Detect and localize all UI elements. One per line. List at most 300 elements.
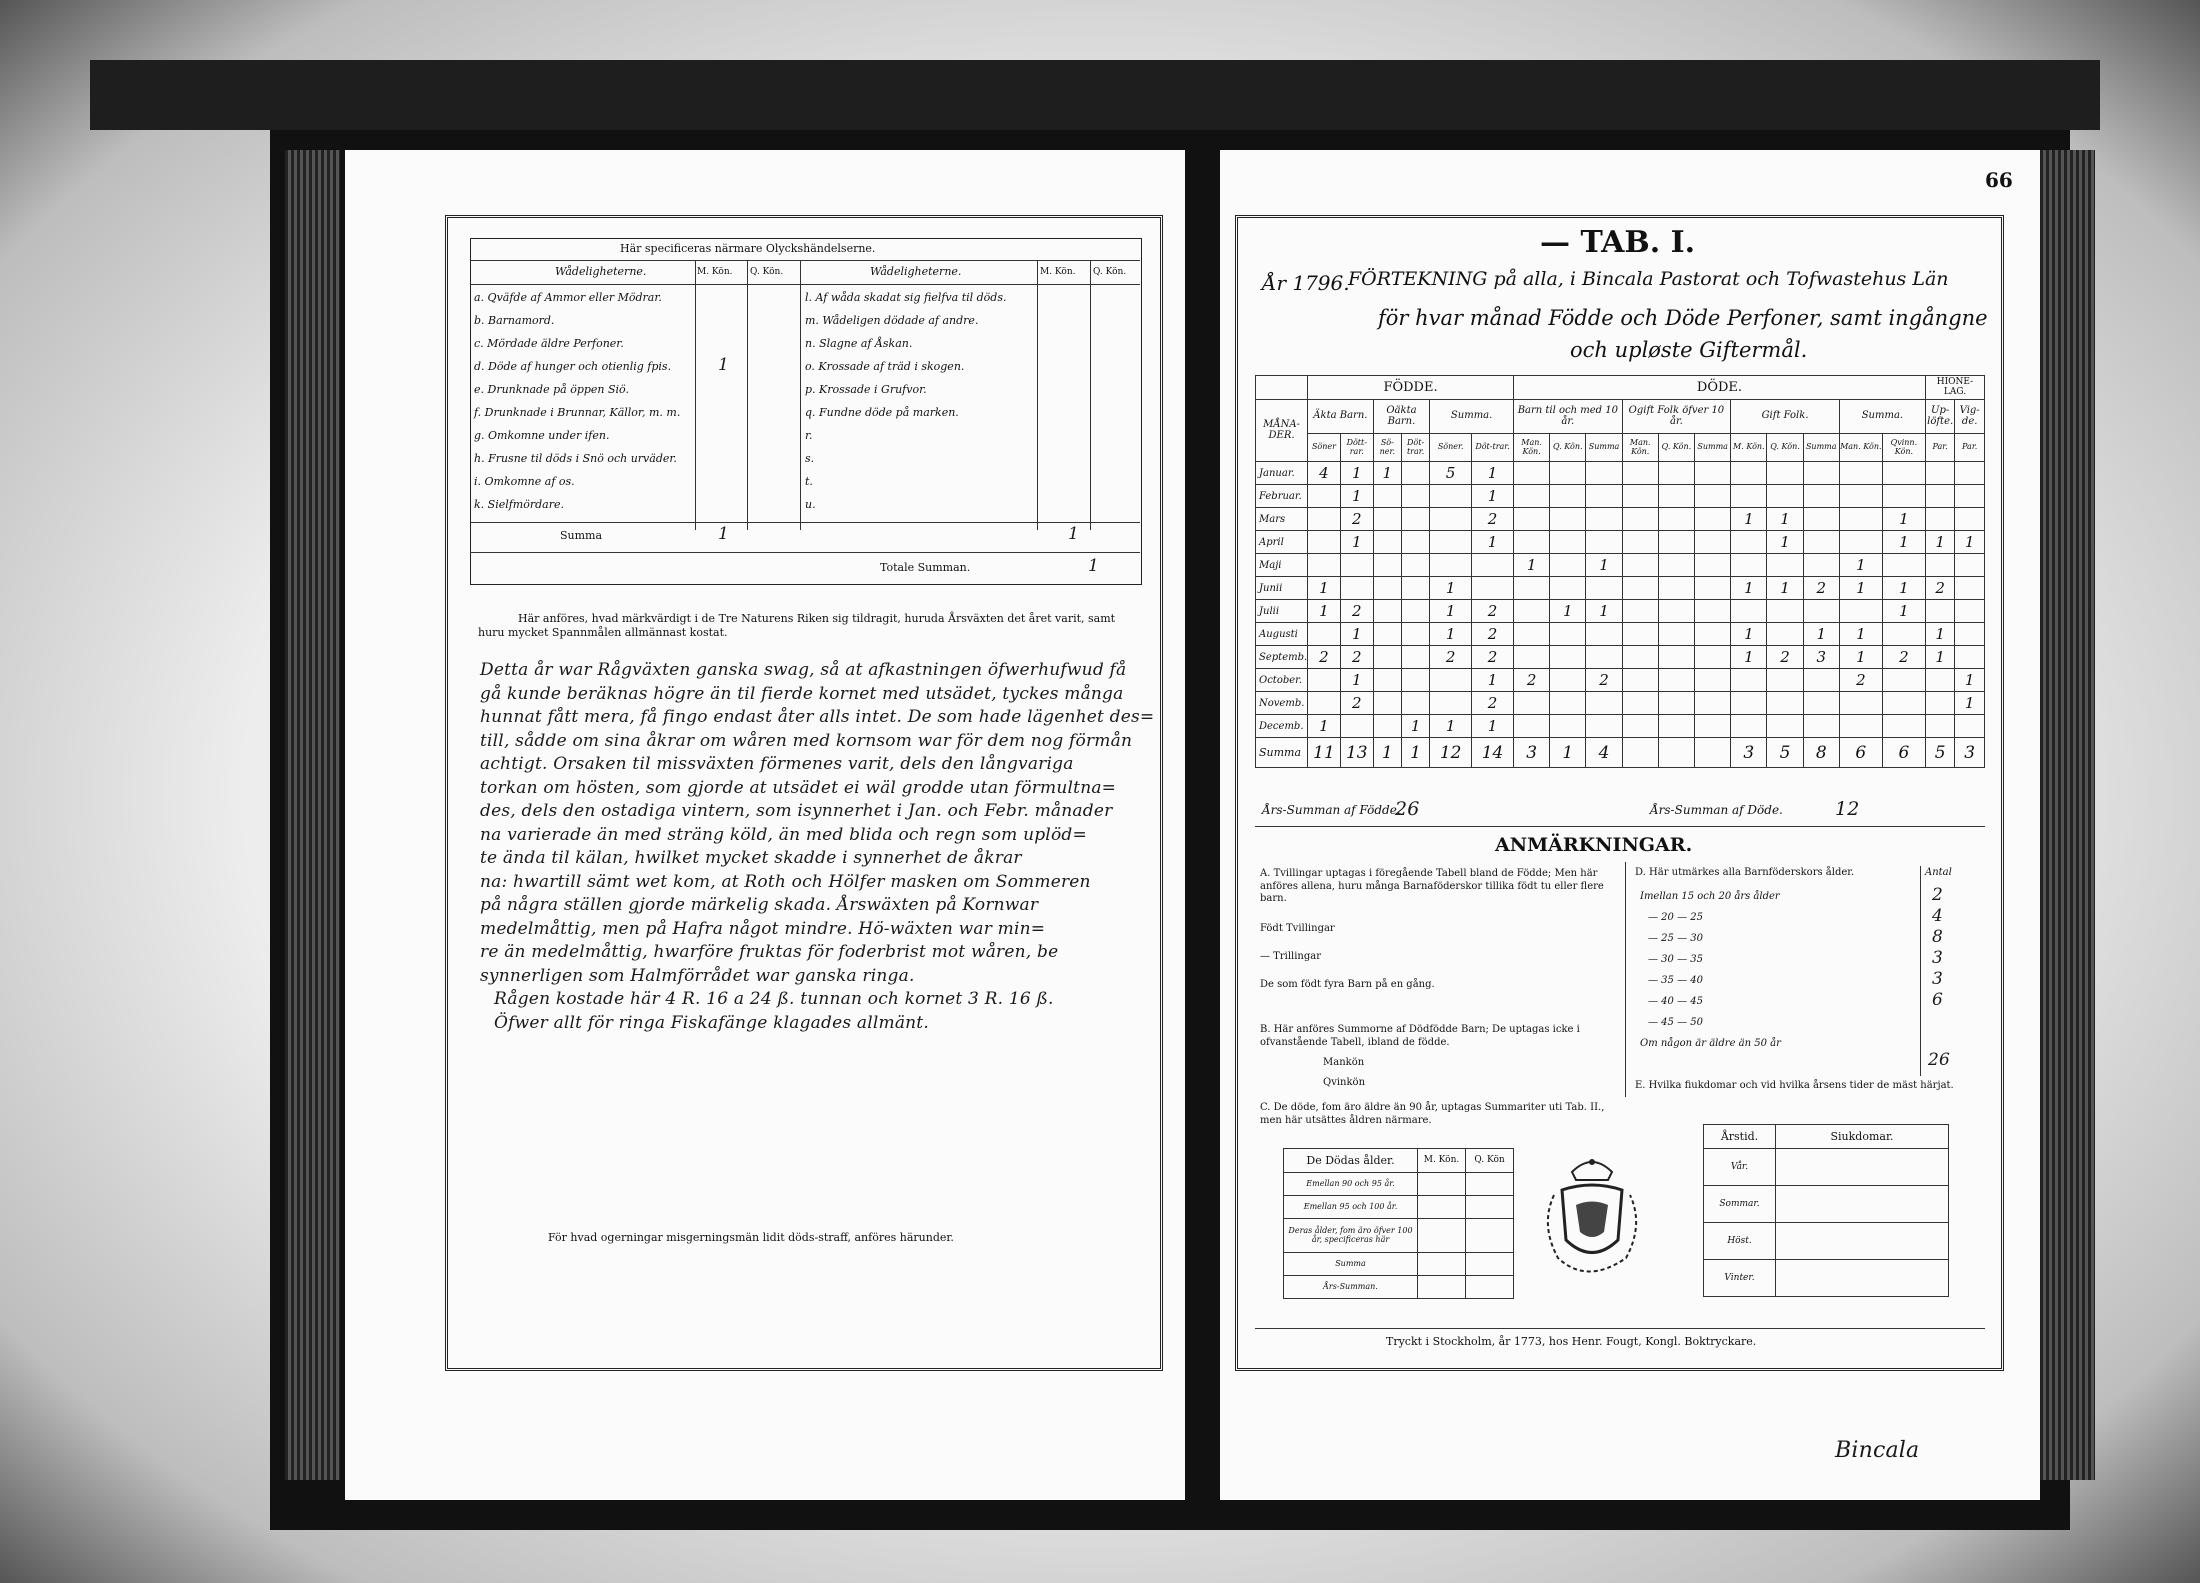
table-cell (1803, 554, 1839, 577)
age-q-head: Q. Kön (1466, 1149, 1514, 1173)
sub-header: Q. Kön. (1550, 434, 1586, 462)
table-cell (1695, 692, 1731, 715)
mother-age-count: 2 (1932, 885, 1944, 905)
summa-cell (1658, 738, 1694, 768)
month-label: Januar. (1256, 462, 1308, 485)
table-cell (1586, 485, 1622, 508)
table-cell (1514, 646, 1550, 669)
table-cell: 1 (1340, 531, 1373, 554)
table-cell (1401, 554, 1429, 577)
accidents-title: Här specificeras närmare Olyckshändelserne. (620, 242, 876, 255)
table-cell: 1 (1514, 554, 1550, 577)
age-q-cell (1466, 1196, 1514, 1219)
table-cell: 1 (1839, 623, 1882, 646)
table-cell (1401, 669, 1429, 692)
table-cell (1695, 531, 1731, 554)
note-d: D. Här utmärkes alla Barnföderskors ålder. (1635, 867, 1855, 878)
col-head-a: Wådeligheterne. (555, 265, 647, 278)
table-row (1256, 692, 1985, 715)
table-cell: 2 (1839, 669, 1882, 692)
table-cell (1925, 508, 1954, 531)
age-label: Års-Summan. (1284, 1276, 1418, 1299)
season-head: Årstid. (1704, 1125, 1776, 1149)
table-cell: 2 (1340, 600, 1373, 623)
table-cell (1839, 462, 1882, 485)
table-cell: 1 (1340, 462, 1373, 485)
royal-crest-icon (1532, 1150, 1652, 1290)
table-cell (1803, 715, 1839, 738)
table-cell (1514, 692, 1550, 715)
note-a: A. Tvillingar uptagas i föregående Tabell bland de Födde; Men här anföres allena, huru många Barnaföderskor tillika födt tu eller flere barn. (1260, 868, 1604, 904)
age-label: Summa (1284, 1253, 1418, 1276)
table-cell (1622, 646, 1658, 669)
rule (470, 552, 1140, 553)
table-cell (1430, 485, 1472, 508)
table-cell (1586, 646, 1622, 669)
sub-header: Döt-trar. (1401, 434, 1429, 462)
summa-cell: 3 (1514, 738, 1550, 768)
table-cell (1731, 715, 1767, 738)
col-q-b: Q. Kön. (1093, 267, 1127, 277)
table-cell (1695, 600, 1731, 623)
table-cell (1925, 600, 1954, 623)
table-cell: 1 (1430, 600, 1472, 623)
age-rows (1284, 1173, 1514, 1299)
mother-age-label: — 40 — 45 (1648, 996, 1703, 1007)
table-cell (1622, 715, 1658, 738)
h-manader: MÅNA-DER. (1256, 400, 1308, 462)
table-cell (1622, 600, 1658, 623)
note-a-triplets: — Trillingar (1260, 951, 1322, 962)
table-cell (1373, 577, 1401, 600)
table-cell (1401, 462, 1429, 485)
table-cell (1658, 508, 1694, 531)
accident-label: i. Omkomne af os. (474, 475, 575, 488)
table-cell (1430, 531, 1472, 554)
table-cell: 2 (1340, 692, 1373, 715)
handwritten-line: re än medelmåttig, hwarföre fruktas för foderbrist mot wåren, be (480, 942, 1059, 962)
table-cell (1882, 485, 1925, 508)
table-cell (1882, 715, 1925, 738)
table-cell (1373, 715, 1401, 738)
sub-header: Döt-trar. (1472, 434, 1514, 462)
table-cell (1340, 577, 1373, 600)
table-cell (1882, 462, 1925, 485)
table-cell: 1 (1955, 669, 1985, 692)
table-cell (1308, 623, 1341, 646)
table-cell: 2 (1925, 577, 1954, 600)
table-cell (1731, 485, 1767, 508)
sub-header: Summa (1586, 434, 1622, 462)
table-cell: 1 (1731, 508, 1767, 531)
table-cell: 2 (1472, 623, 1514, 646)
table-cell (1839, 692, 1882, 715)
table-cell (1925, 462, 1954, 485)
handwritten-line: hunnat fått mera, få fingo endast åter alls intet. De som hade lägenhet des= (480, 707, 1155, 727)
title-line-1: FÖRTEKNING på alla, i Bincala Pastorat och Tofwastehus Län (1348, 268, 1949, 290)
note-c: C. De döde, fom äro äldre än 90 år, uptagas Summariter uti Tab. II., men här utsättes åldren närmare. (1260, 1102, 1605, 1126)
disease-cell (1776, 1149, 1949, 1186)
table-cell: 3 (1803, 646, 1839, 669)
table-cell (1658, 554, 1694, 577)
table-cell: 2 (1882, 646, 1925, 669)
table-cell (1839, 531, 1882, 554)
table-cell (1430, 554, 1472, 577)
table-cell: 2 (1430, 646, 1472, 669)
table-cell (1550, 692, 1586, 715)
table-cell (1731, 462, 1767, 485)
table-cell: 1 (1882, 508, 1925, 531)
col-head-b: Wådeligheterne. (870, 265, 962, 278)
mother-age-count: 8 (1932, 927, 1944, 947)
table-cell (1514, 531, 1550, 554)
table-cell (1803, 669, 1839, 692)
table-cell (1472, 577, 1514, 600)
handwritten-line: på några ställen gjorde märkelig skada. Årswäxten på Kornwar (480, 895, 1039, 915)
sub-header: Q. Kön. (1767, 434, 1803, 462)
table-cell (1622, 531, 1658, 554)
table-cell (1803, 531, 1839, 554)
table-cell (1550, 646, 1586, 669)
table-cell (1731, 692, 1767, 715)
handwritten-line: na varierade än med sträng köld, än med blida och regn som uplöd= (480, 824, 1087, 845)
table-cell (1622, 577, 1658, 600)
age-head: De Dödas ålder. (1284, 1149, 1418, 1173)
age-m-cell (1418, 1196, 1466, 1219)
table-cell (1695, 485, 1731, 508)
table-cell (1514, 577, 1550, 600)
ars-fodde-value: 26 (1395, 798, 1420, 820)
table-cell (1658, 462, 1694, 485)
table-cell (1308, 692, 1341, 715)
season-rows (1704, 1149, 1949, 1297)
table-cell (1955, 485, 1985, 508)
table-cell (1401, 692, 1429, 715)
season-label: Höst. (1704, 1223, 1776, 1260)
table-cell (1586, 715, 1622, 738)
col-divider (1037, 260, 1038, 530)
table-cell: 1 (1839, 577, 1882, 600)
mother-age-count: 3 (1932, 969, 1944, 989)
age-row (1284, 1253, 1514, 1276)
table-cell (1550, 554, 1586, 577)
sub-header: Söner. (1430, 434, 1472, 462)
table-cell (1308, 554, 1341, 577)
table-cell (1767, 692, 1803, 715)
table-cell (1373, 692, 1401, 715)
table-cell (1622, 462, 1658, 485)
table-cell: 1 (1803, 623, 1839, 646)
table-cell (1658, 485, 1694, 508)
table-cell (1373, 646, 1401, 669)
table-cell (1514, 600, 1550, 623)
table-cell (1550, 577, 1586, 600)
table-cell (1586, 462, 1622, 485)
accident-label: o. Krossade af träd i skogen. (805, 360, 965, 373)
table-cell (1373, 669, 1401, 692)
accident-label: f. Drunknade i Brunnar, Källor, m. m. (474, 406, 681, 419)
mother-age-label: Om någon är äldre än 50 år (1640, 1038, 1781, 1049)
sub-header: Par. (1925, 434, 1954, 462)
summa-cell: 11 (1308, 738, 1341, 768)
table-cell (1308, 485, 1341, 508)
table-cell (1839, 715, 1882, 738)
table-cell: 2 (1472, 508, 1514, 531)
summa-cell: 12 (1430, 738, 1472, 768)
handwritten-line: medelmåttig, men på Hafra något mindre. Hö-wäxten war min= (480, 918, 1046, 939)
mother-age-label: — 45 — 50 (1648, 1017, 1703, 1028)
col-divider (1090, 260, 1091, 530)
table-cell (1925, 692, 1954, 715)
signature: Bincala (1835, 1438, 1920, 1463)
group-fodde: FÖDDE. (1308, 376, 1514, 400)
ars-dode-label: Års-Summan af Döde. (1650, 803, 1783, 817)
table-cell (1308, 669, 1341, 692)
nature-heading: Här anföres, hvad märkvärdigt i de Tre Naturens Riken sig tildragit, huruda Årsväxten det året varit, samt huru mycket Spannmålen allmännast kostat. (478, 612, 1116, 640)
table-cell (1622, 623, 1658, 646)
table-cell (1586, 623, 1622, 646)
age-row (1284, 1219, 1514, 1253)
summa-b-m: 1 (1068, 524, 1080, 544)
table-cell: 4 (1308, 462, 1341, 485)
table-cell (1882, 669, 1925, 692)
table-cell: 2 (1803, 577, 1839, 600)
table-cell: 5 (1430, 462, 1472, 485)
antal-divider (1920, 866, 1921, 1076)
table-row (1256, 485, 1985, 508)
table-cell (1839, 485, 1882, 508)
table-row (1256, 646, 1985, 669)
table-cell: 2 (1472, 646, 1514, 669)
handwritten-line: synnerligen som Halmförrådet war ganska ringa. (480, 965, 915, 986)
sub-header: Qvinn. Kön. (1882, 434, 1925, 462)
table-cell (1586, 577, 1622, 600)
age-q-cell (1466, 1173, 1514, 1196)
sub-header: Man. Kön. (1514, 434, 1550, 462)
page-edges-right (2040, 150, 2095, 1480)
title-line-3: och upløste Giftermål. (1570, 338, 1808, 362)
mother-age-label: — 25 — 30 (1648, 933, 1703, 944)
table-cell (1401, 646, 1429, 669)
age-row (1284, 1276, 1514, 1299)
table-cell (1767, 554, 1803, 577)
sub-header-row (1256, 434, 1985, 462)
age-m-cell (1418, 1253, 1466, 1276)
sub-header: Q. Kön. (1658, 434, 1694, 462)
note-d-antal: Antal (1925, 867, 1952, 878)
handwritten-line: Rågen kostade här 4 R. 16 a 24 ß. tunnan och kornet 3 R. 16 ß. (494, 989, 1054, 1009)
table-row (1256, 554, 1985, 577)
table-cell: 2 (1472, 600, 1514, 623)
table-row (1256, 531, 1985, 554)
table-cell: 1 (1767, 531, 1803, 554)
mother-age-count: 4 (1932, 906, 1944, 926)
table-cell (1622, 669, 1658, 692)
ars-dode-value: 12 (1835, 798, 1860, 820)
table-cell: 1 (1925, 531, 1954, 554)
year-prefix: År 1796. (1262, 271, 1350, 295)
table-cell: 1 (1430, 577, 1472, 600)
accident-m: 1 (718, 355, 730, 375)
mother-age-count: 3 (1932, 948, 1944, 968)
month-label: Februar. (1256, 485, 1308, 508)
table-cell (1430, 669, 1472, 692)
accident-label: e. Drunknade på öppen Siö. (474, 383, 629, 396)
table-cell (1586, 692, 1622, 715)
note-b-male: Mankön (1323, 1057, 1365, 1068)
accident-label: b. Barnamord. (474, 314, 555, 327)
table-cell: 1 (1586, 554, 1622, 577)
table-cell: 1 (1882, 577, 1925, 600)
h-summa1: Summa. (1430, 400, 1514, 434)
table-cell: 1 (1955, 531, 1985, 554)
season-row (1704, 1223, 1949, 1260)
table-cell (1401, 508, 1429, 531)
month-label: October. (1256, 669, 1308, 692)
handwritten-line: gå kunde beräknas högre än til fierde kornet med utsädet, tyckes många (480, 683, 1124, 704)
rule (470, 260, 1140, 261)
table-cell (1955, 715, 1985, 738)
summa-label: Summa (1256, 738, 1308, 768)
table-cell: 1 (1472, 715, 1514, 738)
month-label: April (1256, 531, 1308, 554)
table-cell (1658, 669, 1694, 692)
sub-header: Summa (1803, 434, 1839, 462)
summa-cell: 13 (1340, 738, 1373, 768)
month-label: Decemb. (1256, 715, 1308, 738)
table-cell (1373, 531, 1401, 554)
note-b-female: Qvinkön (1323, 1077, 1366, 1088)
age-q-cell (1466, 1219, 1514, 1253)
h-upl: Up-löfte. (1925, 400, 1954, 434)
h-vig: Vig-de. (1955, 400, 1985, 434)
table-cell (1373, 508, 1401, 531)
table-cell (1955, 554, 1985, 577)
table-cell (1731, 554, 1767, 577)
ars-fodde-label: Års-Summan af Födde. (1262, 803, 1401, 817)
sub-header: Söner (1308, 434, 1341, 462)
table-cell: 1 (1731, 577, 1767, 600)
title-line-2: för hvar månad Födde och Döde Perfoner, samt ingångne (1378, 306, 1988, 330)
h-summa2: Summa. (1839, 400, 1925, 434)
handwritten-line: na: hwartill sämt wet kom, at Roth och Hölfer masken om Sommeren (480, 871, 1091, 892)
table-cell (1767, 462, 1803, 485)
summa-cell (1622, 738, 1658, 768)
accident-label: s. (805, 452, 815, 465)
table-cell (1430, 692, 1472, 715)
age-table (1283, 1148, 1514, 1299)
table-cell (1340, 715, 1373, 738)
table-cell: 1 (1340, 485, 1373, 508)
table-cell (1550, 531, 1586, 554)
mother-age-label: Imellan 15 och 20 års ålder (1640, 891, 1780, 902)
table-cell (1340, 554, 1373, 577)
table-cell (1925, 669, 1954, 692)
table-cell: 2 (1340, 508, 1373, 531)
group-dode: DÖDE. (1514, 376, 1926, 400)
accident-label: k. Sielfmördare. (474, 498, 564, 511)
disease-cell (1776, 1223, 1949, 1260)
sub-header: Dött-rar. (1340, 434, 1373, 462)
summa-row (1256, 738, 1985, 768)
table-cell: 2 (1308, 646, 1341, 669)
table-cell (1731, 531, 1767, 554)
table-row (1256, 715, 1985, 738)
accident-label: u. (805, 498, 816, 511)
corner-cell (1256, 376, 1308, 400)
summa-cell: 6 (1882, 738, 1925, 768)
table-cell (1955, 508, 1985, 531)
summa-cell: 3 (1955, 738, 1985, 768)
table-cell (1308, 531, 1341, 554)
table-cell (1472, 554, 1514, 577)
table-cell (1586, 531, 1622, 554)
col-q-a: Q. Kön. (750, 267, 784, 277)
table-cell: 1 (1340, 669, 1373, 692)
table-cell: 1 (1373, 462, 1401, 485)
table-cell (1658, 600, 1694, 623)
table-cell (1695, 554, 1731, 577)
table-cell (1373, 600, 1401, 623)
table-cell (1695, 715, 1731, 738)
table-cell (1695, 646, 1731, 669)
table-cell: 1 (1430, 623, 1472, 646)
table-cell (1767, 600, 1803, 623)
summa-cell: 3 (1731, 738, 1767, 768)
accident-label: l. Af wåda skadat sig fielfva til döds. (805, 291, 1007, 304)
page-edges-left (285, 150, 340, 1480)
table-cell (1550, 462, 1586, 485)
table-cell (1622, 485, 1658, 508)
age-label: Emellan 95 och 100 år. (1284, 1196, 1418, 1219)
accident-label: p. Krossade i Grufvor. (805, 383, 927, 396)
accident-label: a. Qväfde af Ammor eller Mödrar. (474, 291, 662, 304)
table-row (1256, 623, 1985, 646)
table-cell: 1 (1586, 600, 1622, 623)
table-cell (1514, 485, 1550, 508)
mother-age-label: — 35 — 40 (1648, 975, 1703, 986)
table-cell (1622, 692, 1658, 715)
month-label: Mars (1256, 508, 1308, 531)
accident-label: c. Mördade äldre Perfoner. (474, 337, 624, 350)
page-number: 66 (1985, 168, 2013, 192)
accident-label: r. (805, 429, 813, 442)
table-cell (1731, 669, 1767, 692)
accident-label: n. Slagne af Åskan. (805, 337, 913, 350)
handwritten-line: till, sådde om sina åkrar om wåren med kornsom war för dem nog förmån (480, 730, 1133, 751)
table-cell: 2 (1586, 669, 1622, 692)
disease-head: Siukdomar. (1776, 1125, 1949, 1149)
table-cell (1767, 485, 1803, 508)
table-cell (1401, 485, 1429, 508)
h-barn: Barn til och med 10 år. (1514, 400, 1623, 434)
mother-age-label: — 20 — 25 (1648, 912, 1703, 923)
summa-cell: 5 (1925, 738, 1954, 768)
table-cell (1622, 508, 1658, 531)
disease-cell (1776, 1186, 1949, 1223)
age-m-cell (1418, 1276, 1466, 1299)
table-cell (1514, 715, 1550, 738)
age-q-cell (1466, 1276, 1514, 1299)
table-cell (1955, 462, 1985, 485)
anm-title: ANMÄRKNINGAR. (1495, 834, 1693, 856)
table-cell: 1 (1550, 600, 1586, 623)
note-a-twins: Födt Tvillingar (1260, 923, 1335, 934)
month-label: Septemb. (1256, 646, 1308, 669)
sub-header: Summa (1695, 434, 1731, 462)
accident-label: m. Wådeligen dödade af andre. (805, 314, 979, 327)
sub-header: Man. Kön. (1839, 434, 1882, 462)
